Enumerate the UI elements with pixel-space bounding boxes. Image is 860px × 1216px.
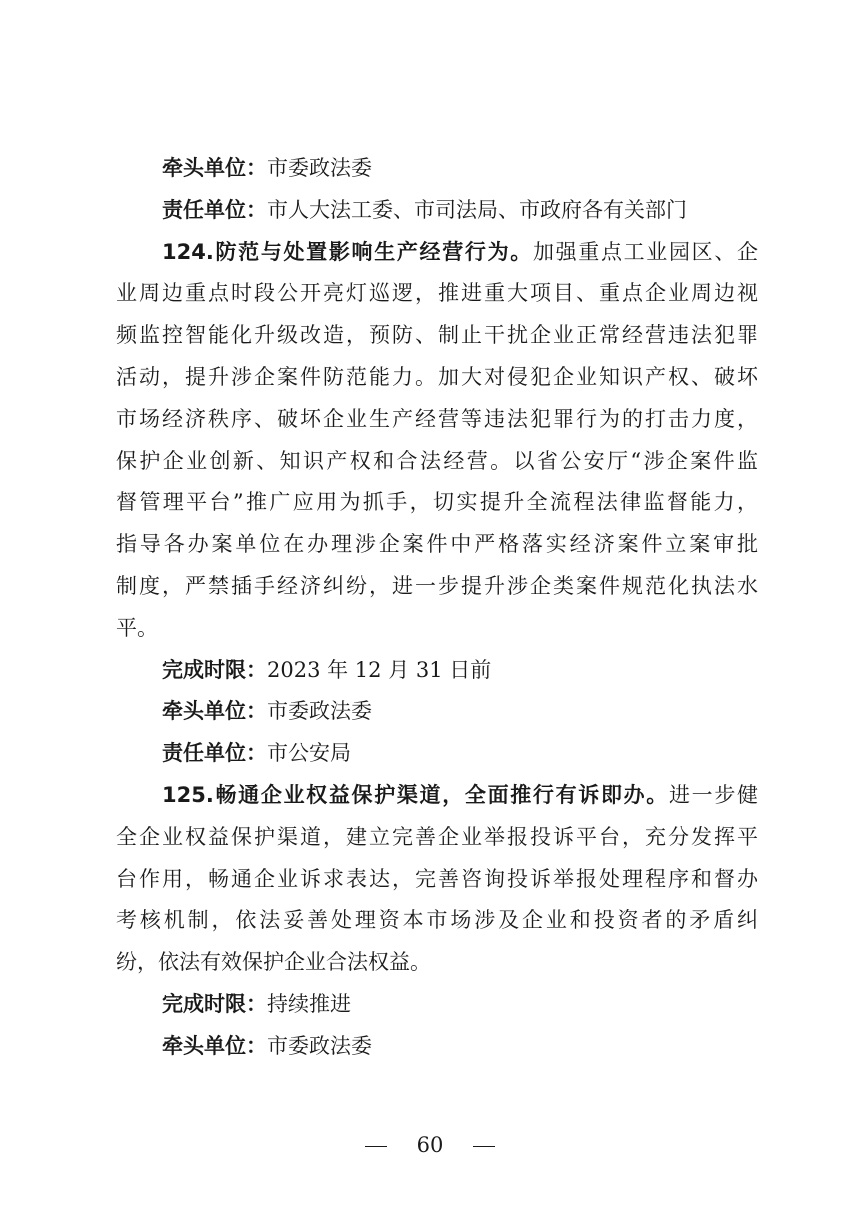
- field-value: 持续推进: [267, 991, 351, 1016]
- paragraph-line: 台作用，畅通企业诉求表达，完善咨询投诉举报处理程序和督办: [116, 866, 758, 891]
- paragraph-line: 业周边重点时段公开亮灯巡逻，推进重大项目、重点企业周边视: [116, 281, 758, 306]
- field-value: 市委政法委: [267, 1033, 372, 1058]
- paragraph-line: 督管理平台”推广应用为抓手，切实提升全流程法律监督能力，: [116, 490, 758, 515]
- paragraph-text: 加强重点工业园区、企: [532, 239, 759, 264]
- paragraph-line: 活动，提升涉企案件防范能力。加大对侵犯企业知识产权、破坏: [116, 364, 758, 389]
- paragraph-line: 全企业权益保护渠道，建立完善企业举报投诉平台，充分发挥平: [116, 824, 758, 849]
- paragraph-line: 市场经济秩序、破坏企业生产经营等违法犯罪行为的打击力度，: [116, 406, 758, 431]
- responsible-unit-line: [116, 190, 758, 232]
- document-body: [116, 148, 758, 1068]
- deadline-line: [116, 984, 758, 1026]
- field-label: 完成时限：: [162, 657, 267, 682]
- field-label: 责任单位：: [162, 741, 267, 766]
- paragraph-line: 保护企业创新、知识产权和合法经营。以省公安厅“涉企案件监: [116, 448, 758, 473]
- field-label: 牵头单位：: [162, 699, 267, 724]
- lead-unit-line: [116, 148, 758, 190]
- paragraph-line: 制度，严禁插手经济纠纷，进一步提升涉企类案件规范化执法水: [116, 573, 758, 598]
- footer-dash-left: [365, 1146, 387, 1148]
- item-125-first-line: [116, 775, 758, 817]
- field-label: 完成时限：: [162, 991, 267, 1016]
- page-footer: [0, 1130, 860, 1160]
- deadline-line: [116, 650, 758, 692]
- field-value: 市人大法工委、市司法局、市政府各有关部门: [267, 197, 687, 222]
- field-value: 市委政法委: [267, 699, 372, 724]
- field-label: 牵头单位：: [162, 156, 267, 180]
- lead-unit-line: [116, 691, 758, 733]
- item-124-first-line: [116, 232, 758, 274]
- paragraph-last-line: 平。: [116, 615, 158, 640]
- field-value: 2023 年 12 月 31 日前: [267, 657, 492, 682]
- responsible-unit-line: [116, 733, 758, 775]
- paragraph-text: 进一步健: [668, 782, 759, 807]
- lead-unit-line: [116, 1026, 758, 1068]
- item-124-heading: 124.防范与处置影响生产经营行为。: [162, 239, 533, 264]
- paragraph-line: 指导各办案单位在办理涉企案件中严格落实经济案件立案审批: [116, 532, 758, 557]
- field-label: 牵头单位：: [162, 1033, 267, 1058]
- paragraph-last-line: 纷，依法有效保护企业合法权益。: [116, 950, 431, 975]
- footer-dash-right: [473, 1146, 495, 1148]
- paragraph-line: 频监控智能化升级改造，预防、制止干扰企业正常经营违法犯罪: [116, 323, 758, 348]
- page-number: 60: [416, 1133, 444, 1157]
- field-label: 责任单位：: [162, 197, 267, 222]
- field-value: 市公安局: [267, 741, 351, 766]
- item-125-heading: 125.畅通企业权益保护渠道，全面推行有诉即办。: [162, 782, 669, 807]
- paragraph-line: 考核机制，依法妥善处理资本市场涉及企业和投资者的矛盾纠: [116, 908, 758, 933]
- field-value: 市委政法委: [267, 156, 372, 180]
